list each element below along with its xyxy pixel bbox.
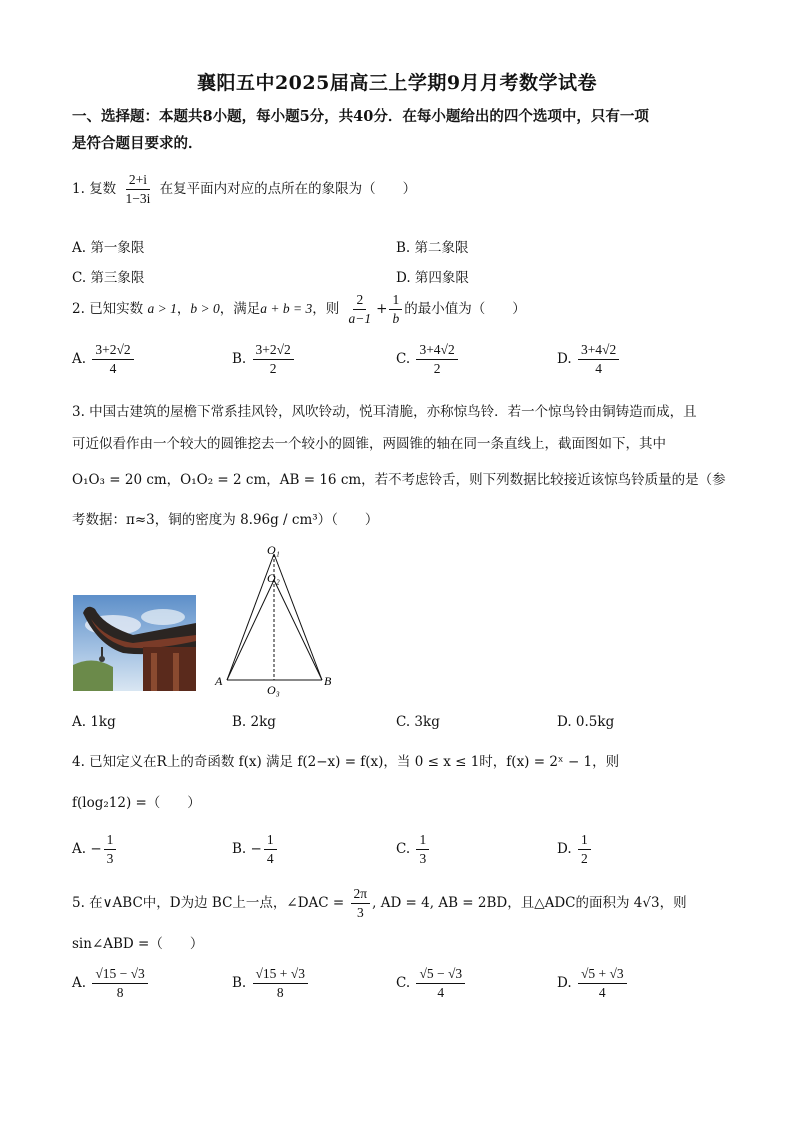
q4-option-b [232, 832, 279, 867]
q2-text-d: 的最小值为（ ） [404, 301, 526, 317]
eaves-photo-svg [73, 595, 196, 691]
cone-cross-section-diagram [210, 540, 345, 700]
q2-option-c [396, 342, 460, 377]
q2-cond2: b > 0 [190, 301, 220, 316]
q4-option-d [557, 832, 593, 867]
q5-option-a [72, 966, 150, 1001]
q2-option-c-label: C. [396, 351, 411, 367]
q2-option-a-label: A. [72, 351, 87, 367]
q4-option-a-label: A. [72, 841, 87, 857]
q3-line2: 可近似看作由一个较大的圆锥挖去一个较小的圆锥，两圆锥的轴在同一条直线上，截面图如下，其中 [72, 436, 666, 452]
q5-prefix: 5. 在∨ABC中，D为边 BC上一点，∠DAC = [72, 895, 345, 911]
q2-option-d-num: 3+4√2 [578, 342, 619, 360]
q5-option-a-num: √15 − √3 [92, 966, 147, 984]
q5-option-c-den: 4 [437, 985, 445, 1000]
q1-number: 1. [72, 181, 85, 197]
label-a: A [215, 674, 223, 688]
q2-option-d-label: D. [557, 351, 572, 367]
section-heading-line2: 是符合题目要求的． [72, 135, 203, 152]
q5-option-b-num: √15 + √3 [253, 966, 308, 984]
q3-option-c: C. 3kg [396, 714, 440, 730]
q5-option-d-den: 4 [598, 985, 606, 1000]
q2-frac1 [346, 292, 375, 327]
q2-option-c-frac [416, 342, 457, 377]
q1-option-a: A. 第一象限 [72, 240, 145, 256]
q2-option-a-den: 4 [109, 361, 117, 376]
q4-option-d-frac [578, 832, 591, 867]
q5-option-a-label: A. [72, 975, 87, 991]
q1-fraction [122, 172, 153, 207]
eaves-photo [73, 595, 196, 691]
q2-text-b: ，满足 [219, 301, 261, 317]
q1-suffix: 在复平面内对应的点所在的象限为（ ） [159, 181, 417, 197]
q1-prefix: 复数 [89, 181, 117, 197]
q5-fraction [351, 886, 371, 921]
q2-option-b-label: B. [232, 351, 247, 367]
q3-option-a: A. 1kg [72, 714, 116, 730]
q2-option-d-frac [578, 342, 619, 377]
q2-frac2 [389, 292, 402, 327]
q4-option-c-num: 1 [416, 832, 429, 850]
q4-option-c-label: C. [396, 841, 411, 857]
q5-frac-num: 2π [351, 886, 371, 904]
q2-option-c-den: 2 [433, 361, 441, 376]
q5-option-d-label: D. [557, 975, 572, 991]
q4-option-a-num: 1 [104, 832, 117, 850]
q5-option-b-label: B. [232, 975, 247, 991]
q4-option-b-num: 1 [264, 832, 277, 850]
q4-option-c-den: 3 [419, 851, 427, 866]
label-o3: O₃ [267, 683, 280, 697]
label-o1: O₁ [267, 543, 280, 557]
q4-option-b-label: B. [232, 841, 247, 857]
q1-frac-num: 2+i [126, 172, 150, 190]
q4-option-a-frac [104, 832, 117, 867]
q2-option-d-den: 4 [595, 361, 602, 376]
q4-option-a [72, 832, 118, 867]
q1-option-b: B. 第二象限 [396, 240, 469, 256]
q3-line1: 3. 中国古建筑的屋檐下常系挂风铃，风吹铃动，悦耳清脆，亦称惊鸟铃．若一个惊鸟铃由铜铸造而成，且 [72, 404, 697, 420]
q2-option-c-num: 3+4√2 [416, 342, 457, 360]
q4-option-b-frac [264, 832, 277, 867]
q2-frac2-den: b [392, 311, 400, 326]
label-o2: O₂ [267, 571, 280, 585]
section-heading [72, 103, 732, 157]
q1-option-d: D. 第四象限 [396, 270, 469, 286]
q5-option-d-frac [578, 966, 627, 1001]
q2-option-b-num: 3+2√2 [253, 342, 294, 360]
q4-option-d-label: D. [557, 841, 572, 857]
q2-option-b-den: 2 [269, 361, 277, 376]
q5-suffix: , AD = 4, AB = 2BD，且△ADC的面积为 4√3，则 [372, 895, 687, 911]
q2-option-a-num: 3+2√2 [92, 342, 133, 360]
q5-option-a-den: 8 [116, 985, 124, 1000]
q4-line2: f(log₂12) =（ ） [72, 795, 201, 811]
q2-frac2-num: 1 [389, 292, 402, 310]
q2-frac1-den: a−1 [348, 311, 372, 326]
q4-option-c [396, 832, 431, 867]
q5-option-c-frac [416, 966, 465, 1001]
q5-option-c-num: √5 − √3 [416, 966, 465, 984]
label-b: B [324, 674, 332, 688]
q3-line3: O₁O₃ = 20 cm，O₁O₂ = 2 cm，AB = 16 cm，若不考虑铃舌，则下列数据比较接近该惊鸟铃质量的是（参 [72, 472, 726, 488]
q5-option-d-num: √5 + √3 [578, 966, 627, 984]
q5-line2: sin∠ABD =（ ） [72, 936, 204, 952]
q3-option-b: B. 2kg [232, 714, 276, 730]
q2-option-b [232, 342, 296, 377]
q5-option-a-frac [92, 966, 147, 1001]
q1-option-c: C. 第三象限 [72, 270, 145, 286]
q2-frac1-num: 2 [353, 292, 366, 310]
q2-text-a: 已知实数 [89, 301, 144, 317]
q2-option-b-frac [253, 342, 294, 377]
q5-option-b-den: 8 [276, 985, 284, 1000]
cone-diagram-svg [210, 540, 345, 700]
q4-line1: 4. 已知定义在R上的奇函数 f(x) 满足 f(2−x) = f(x)，当 0 ≤ x ≤ 1时，f(x) = 2ˣ − 1，则 [72, 754, 620, 770]
q4-option-d-num: 1 [578, 832, 591, 850]
q4-option-b-sign: − [250, 841, 262, 857]
q5-option-c [396, 966, 467, 1001]
q5-option-d [557, 966, 629, 1001]
q5-option-c-label: C. [396, 975, 411, 991]
q5-option-b-frac [253, 966, 308, 1001]
question-5 [72, 886, 687, 921]
q4-option-a-den: 3 [106, 851, 114, 866]
q2-cond3: a + b = 3 [260, 301, 313, 316]
question-2: 2. 已知实数 a > 1，b > 0，满足a + b = 3，则 $\frac{2}{a-1}$ + $\frac{1}{b}$ 的最小值为（ ） [72, 292, 526, 326]
q2-option-a-frac [92, 342, 133, 377]
question-1 [72, 172, 416, 207]
q5-option-b [232, 966, 310, 1001]
q2-cond1: a > 1 [147, 301, 177, 316]
q4-option-d-den: 2 [580, 851, 588, 866]
page-title: 襄阳五中2025届高三上学期9月月考数学试卷 [196, 72, 598, 94]
q5-frac-den: 3 [356, 905, 364, 920]
q2-option-a [72, 342, 136, 377]
q4-option-b-den: 4 [266, 851, 274, 866]
q4-option-a-sign: − [90, 841, 102, 857]
q2-number: 2. [72, 301, 85, 317]
q3-line4: 考数据：π≈3，铜的密度为 8.96g / cm³）（ ） [72, 512, 379, 528]
q1-frac-den: 1−3i [125, 191, 151, 206]
q3-option-d: D. 0.5kg [557, 714, 615, 730]
q2-option-d [557, 342, 621, 377]
q4-option-c-frac [416, 832, 429, 867]
q2-text-c: ，则 [312, 301, 340, 317]
section-heading-line1: 一、选择题：本题共8小题，每小题5分，共40分．在每小题给出的四个选项中，只有一项 [72, 108, 649, 125]
